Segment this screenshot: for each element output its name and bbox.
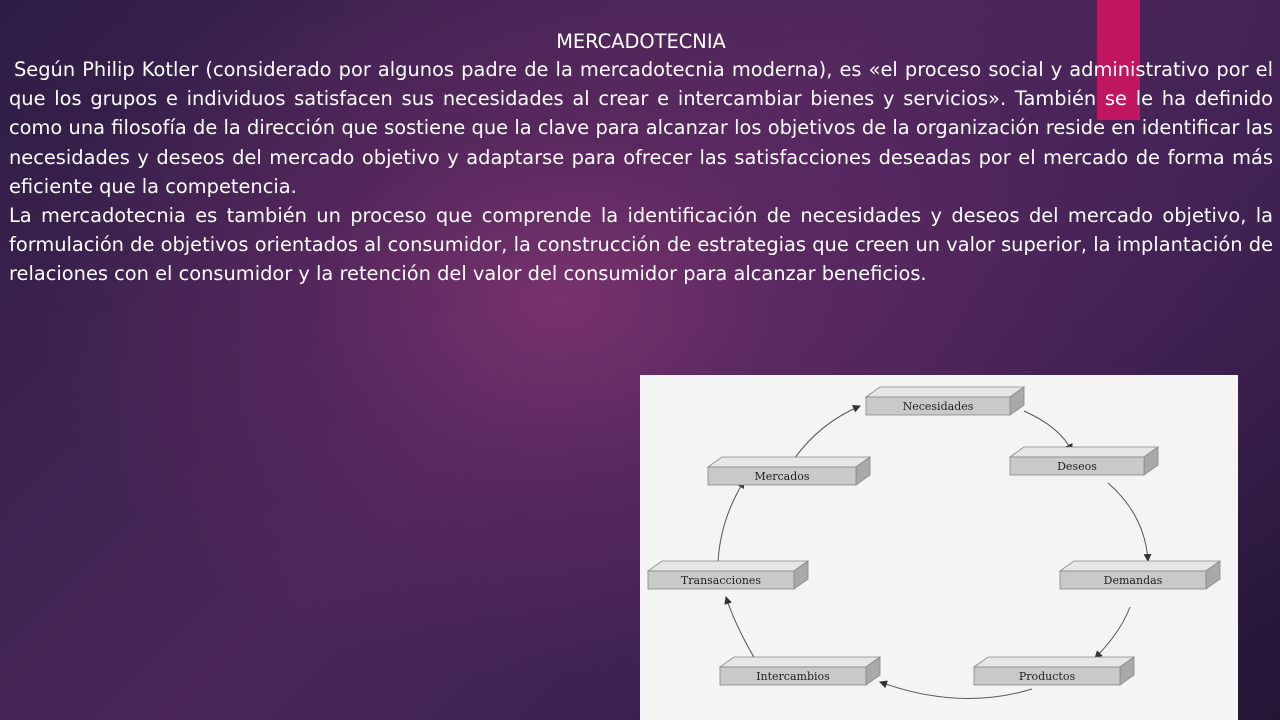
- paragraph-process-definition: La mercadotecnia es también un proceso que comprende la identificación de necesidades y deseos del mercado objetivo, la formulación de objetivos orientados al consumidor, la construcción de estrategias que creen un valor superior, la implantación de relaciones con el consumidor y la retención del valor del consumidor para alcanzar beneficios.: [9, 204, 1273, 286]
- marketing-cycle-diagram: [640, 375, 1238, 720]
- arrow-demandas-to-productos: [1095, 607, 1130, 658]
- node-label-deseos: Deseos: [1057, 460, 1097, 473]
- cycle-svg: [640, 375, 1238, 720]
- arrow-deseos-to-demandas: [1108, 483, 1148, 561]
- paragraph-kotler-definition: Según Philip Kotler (considerado por algunos padre de la mercadotecnia moderna), es «el proceso social y administrativo por el que los grupos e individuos satisfacen sus necesidades al crear e intercambiar bienes y servicios». También se le ha definido como una filosofía de la dirección que sostiene que la clave para alcanzar los objetivos de la organización reside en identificar las necesidades y deseos del mercado objetivo y adaptarse para ofrecer las satisfacciones deseadas por el mercado de forma más eficiente que la competencia.: [9, 58, 1273, 198]
- node-label-mercados: Mercados: [754, 470, 810, 483]
- arrow-transacciones-to-mercados: [718, 481, 744, 563]
- node-productos: [974, 657, 1134, 685]
- node-mercados: [708, 457, 870, 485]
- node-label-necesidades: Necesidades: [902, 400, 974, 413]
- node-label-demandas: Demandas: [1103, 574, 1163, 587]
- arrow-necesidades-to-deseos: [1024, 411, 1072, 451]
- slide-text: [9, 28, 1273, 289]
- arrow-mercados-to-necesidades: [794, 406, 860, 459]
- node-demandas: [1060, 561, 1220, 589]
- node-label-productos: Productos: [1018, 670, 1076, 683]
- node-transacciones: [648, 561, 808, 589]
- node-deseos: [1010, 447, 1158, 475]
- slide-title: MERCADOTECNIA: [556, 30, 726, 53]
- node-intercambios: [720, 657, 880, 685]
- node-label-transacciones: Transacciones: [680, 574, 762, 587]
- node-necesidades: [866, 387, 1024, 415]
- node-label-intercambios: Intercambios: [756, 670, 830, 683]
- arrow-intercambios-to-transacciones: [726, 597, 755, 659]
